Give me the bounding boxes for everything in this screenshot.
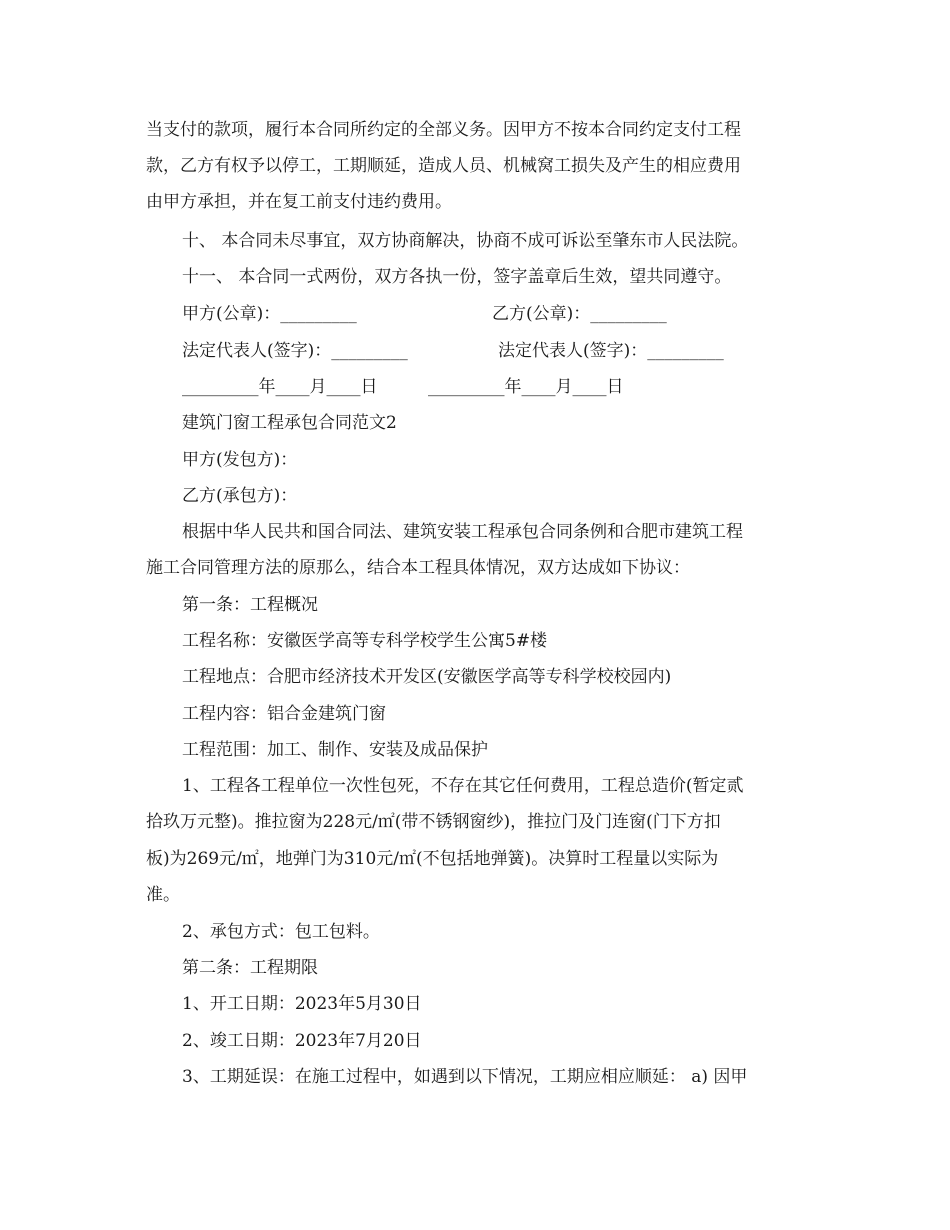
item-2: 2、承包方式：包工包料。 bbox=[182, 922, 380, 942]
item-1-line-3: 板)为269元/㎡，地弹门为310元/㎡(不包括地弹簧)。决算时工程量以实际为 bbox=[146, 849, 719, 869]
intro-line-1: 根据中华人民共和国合同法、建筑安装工程承包合同条例和合肥市建筑工程 bbox=[182, 522, 743, 542]
clause-11: 十一、 本合同一式两份，双方各执一份，签字盖章后生效，望共同遵守。 bbox=[182, 267, 732, 287]
item-1-line-4: 准。 bbox=[146, 885, 180, 905]
project-name: 工程名称：安徽医学高等专科学校学生公寓5#楼 bbox=[182, 631, 548, 651]
party-a-employer: 甲方(发包方)： bbox=[182, 450, 298, 470]
clause-10: 十、 本合同未尽事宜，双方协商解决，协商不成可诉讼至肇东市人民法院。 bbox=[182, 231, 749, 251]
party-b-representative: 法定代表人(签字)：_________ bbox=[498, 341, 724, 361]
party-a-representative: 法定代表人(签字)：_________ bbox=[182, 341, 408, 361]
intro-line-2: 施工合同管理方法的原那么，结合本工程具体情况，双方达成如下协议： bbox=[146, 558, 690, 578]
project-location: 工程地点：合肥市经济技术开发区(安徽医学高等专科学校校园内) bbox=[182, 667, 672, 687]
item-1-line-1: 1、工程各工程单位一次性包死，不存在其它任何费用，工程总造价(暂定贰 bbox=[182, 776, 744, 796]
party-b-contractor: 乙方(承包方)： bbox=[182, 486, 298, 506]
project-content: 工程内容：铝合金建筑门窗 bbox=[182, 704, 386, 724]
delay-clause: 3、工期延误：在施工过程中，如遇到以下情况，工期应相应顺延： a) 因甲 bbox=[182, 1067, 748, 1087]
contract-2-title: 建筑门窗工程承包合同范文2 bbox=[182, 413, 397, 433]
article-2-title: 第二条：工程期限 bbox=[182, 958, 318, 978]
party-a-seal: 甲方(公章)：_________ bbox=[182, 304, 357, 324]
clause9-line-1: 当支付的款项，履行本合同所约定的全部义务。因甲方不按本合同约定支付工程 bbox=[146, 120, 741, 140]
completion-date: 2、竣工日期：2023年7月20日 bbox=[182, 1031, 422, 1051]
clause9-line-2: 款，乙方有权予以停工，工期顺延，造成人员、机械窝工损失及产生的相应费用 bbox=[146, 156, 741, 176]
date-a: _________年____月____日 bbox=[182, 377, 378, 397]
item-1-line-2: 拾玖万元整)。推拉窗为228元/㎡(带不锈钢窗纱)，推拉门及门连窗(门下方扣 bbox=[146, 812, 721, 832]
clause9-line-3: 由甲方承担，并在复工前支付违约费用。 bbox=[146, 192, 452, 212]
article-1-title: 第一条：工程概况 bbox=[182, 595, 318, 615]
party-b-seal: 乙方(公章)：_________ bbox=[492, 304, 667, 324]
date-b: _________年____月____日 bbox=[428, 377, 624, 397]
project-scope: 工程范围：加工、制作、安装及成品保护 bbox=[182, 740, 488, 760]
start-date: 1、开工日期：2023年5月30日 bbox=[182, 994, 422, 1014]
